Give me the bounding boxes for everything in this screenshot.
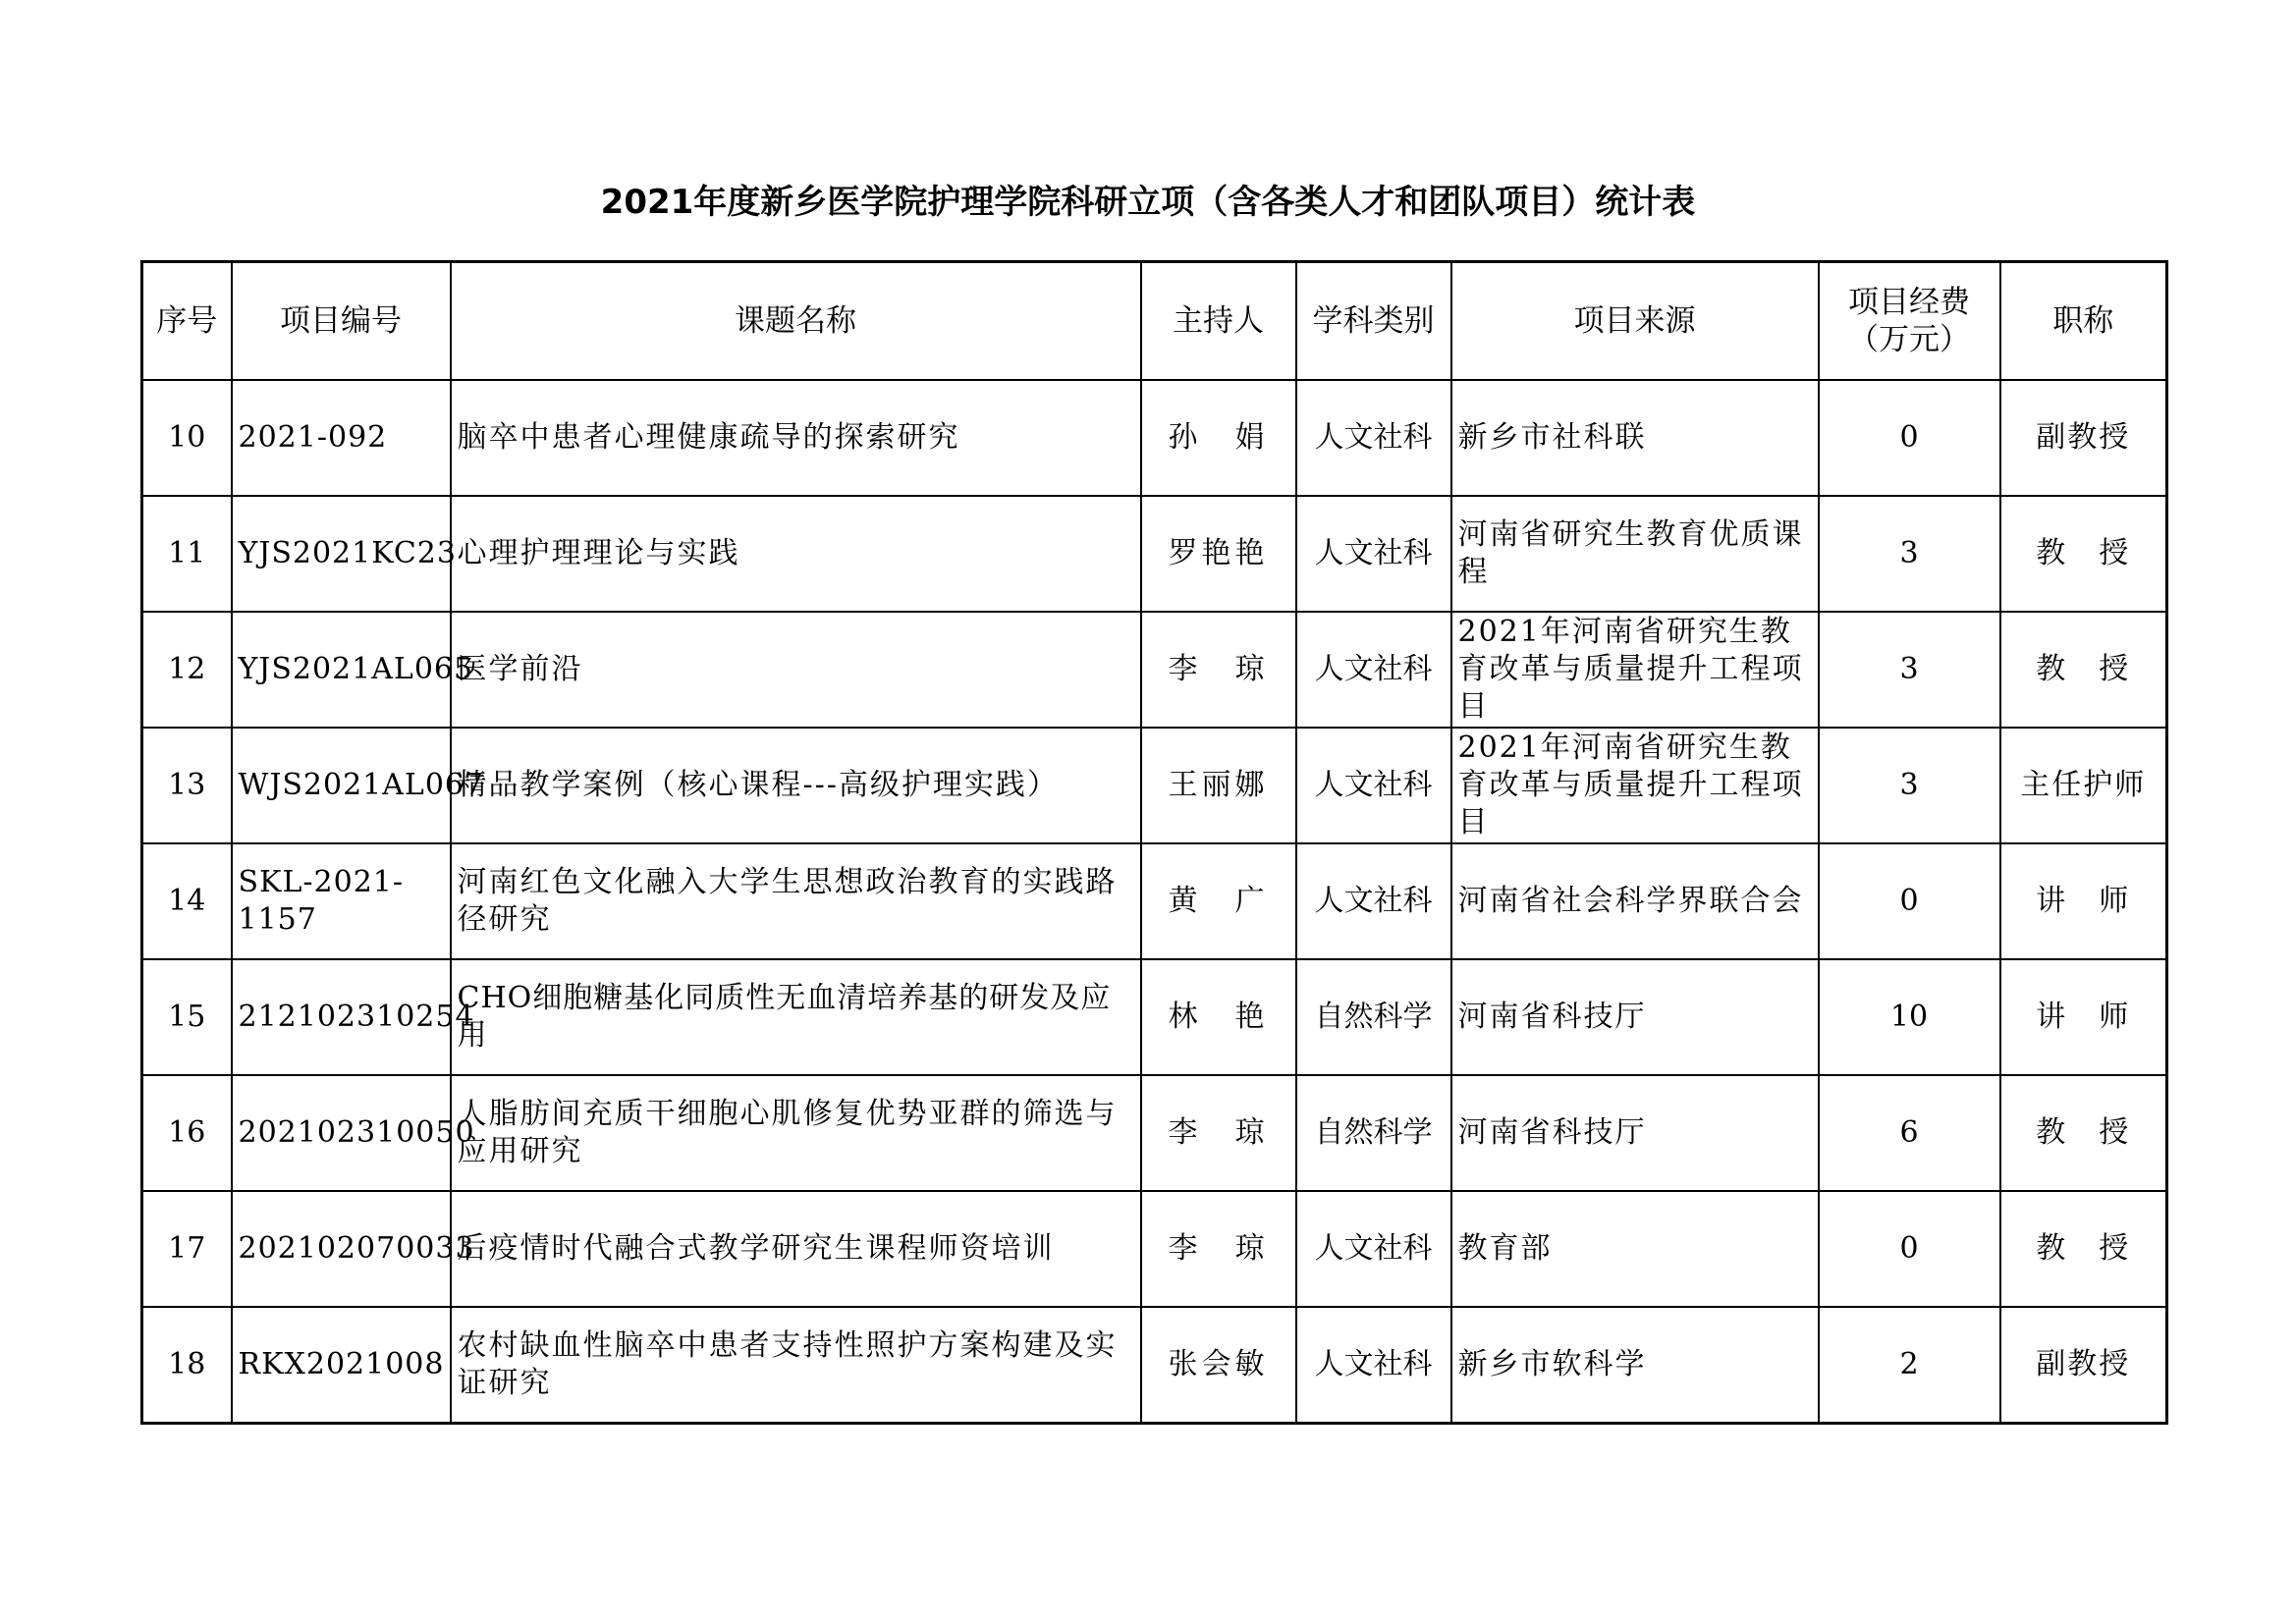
cell-code: WJS2021AL067 <box>232 728 451 843</box>
cell-discipline: 人文社科 <box>1296 728 1451 843</box>
header-topic: 课题名称 <box>451 262 1141 381</box>
cell-discipline: 人文社科 <box>1296 612 1451 728</box>
cell-code: YJS2021KC23 <box>232 496 451 612</box>
cell-seq: 14 <box>142 843 232 959</box>
cell-host: 罗艳艳 <box>1141 496 1296 612</box>
cell-seq: 10 <box>142 380 232 496</box>
cell-code: SKL-2021-1157 <box>232 843 451 959</box>
cell-seq: 16 <box>142 1075 232 1191</box>
table-row <box>142 380 2167 496</box>
cell-topic: 河南红色文化融入大学生思想政治教育的实践路径研究 <box>451 843 1141 959</box>
cell-topic: CHO细胞糖基化同质性无血清培养基的研发及应用 <box>451 959 1141 1075</box>
cell-seq: 12 <box>142 612 232 728</box>
table-row <box>142 843 2167 959</box>
table-row <box>142 1191 2167 1307</box>
cell-discipline: 人文社科 <box>1296 1307 1451 1424</box>
header-discipline: 学科类别 <box>1296 262 1451 381</box>
header-rank: 职称 <box>2000 262 2167 381</box>
document-title: 2021年度新乡医学院护理学院科研立项（含各类人才和团队项目）统计表 <box>600 183 1696 222</box>
cell-source: 河南省社会科学界联合会 <box>1451 843 1819 959</box>
cell-code: YJS2021AL065 <box>232 612 451 728</box>
header-source: 项目来源 <box>1451 262 1819 381</box>
cell-funding: 10 <box>1819 959 2000 1075</box>
cell-funding: 2 <box>1819 1307 2000 1424</box>
cell-funding: 3 <box>1819 612 2000 728</box>
cell-topic: 精品教学案例（核心课程---高级护理实践） <box>451 728 1141 843</box>
cell-host: 黄 广 <box>1141 843 1296 959</box>
header-code: 项目编号 <box>232 262 451 381</box>
table-row <box>142 496 2167 612</box>
cell-code: 202102310050 <box>232 1075 451 1191</box>
cell-source: 新乡市软科学 <box>1451 1307 1819 1424</box>
cell-source: 2021年河南省研究生教育改革与质量提升工程项目 <box>1451 612 1819 728</box>
table-row <box>142 1307 2167 1424</box>
cell-discipline: 人文社科 <box>1296 496 1451 612</box>
cell-seq: 15 <box>142 959 232 1075</box>
cell-host: 李 琼 <box>1141 1191 1296 1307</box>
cell-source: 河南省科技厅 <box>1451 1075 1819 1191</box>
cell-rank: 教 授 <box>2000 496 2167 612</box>
cell-discipline: 人文社科 <box>1296 1191 1451 1307</box>
table-row <box>142 612 2167 728</box>
cell-discipline: 自然科学 <box>1296 1075 1451 1191</box>
cell-funding: 3 <box>1819 496 2000 612</box>
cell-rank: 教 授 <box>2000 1191 2167 1307</box>
cell-rank: 讲 师 <box>2000 843 2167 959</box>
research-projects-table <box>140 260 2168 1425</box>
header-seq: 序号 <box>142 262 232 381</box>
table-row <box>142 1075 2167 1191</box>
cell-funding: 6 <box>1819 1075 2000 1191</box>
cell-topic: 农村缺血性脑卒中患者支持性照护方案构建及实证研究 <box>451 1307 1141 1424</box>
header-funding: 项目经费（万元） <box>1819 262 2000 381</box>
cell-code: 2021-092 <box>232 380 451 496</box>
cell-topic: 医学前沿 <box>451 612 1141 728</box>
cell-topic: 人脂肪间充质干细胞心肌修复优势亚群的筛选与应用研究 <box>451 1075 1141 1191</box>
table-header-row <box>142 262 2167 381</box>
cell-host: 王丽娜 <box>1141 728 1296 843</box>
cell-source: 河南省研究生教育优质课程 <box>1451 496 1819 612</box>
cell-discipline: 人文社科 <box>1296 843 1451 959</box>
cell-code: 202102070033 <box>232 1191 451 1307</box>
header-host: 主持人 <box>1141 262 1296 381</box>
cell-host: 李 琼 <box>1141 1075 1296 1191</box>
cell-rank: 副教授 <box>2000 1307 2167 1424</box>
cell-host: 张会敏 <box>1141 1307 1296 1424</box>
cell-code: 212102310254 <box>232 959 451 1075</box>
cell-funding: 3 <box>1819 728 2000 843</box>
cell-host: 林 艳 <box>1141 959 1296 1075</box>
cell-topic: 后疫情时代融合式教学研究生课程师资培训 <box>451 1191 1141 1307</box>
cell-funding: 0 <box>1819 1191 2000 1307</box>
cell-rank: 教 授 <box>2000 612 2167 728</box>
cell-source: 河南省科技厅 <box>1451 959 1819 1075</box>
cell-funding: 0 <box>1819 843 2000 959</box>
cell-rank: 讲 师 <box>2000 959 2167 1075</box>
cell-source: 教育部 <box>1451 1191 1819 1307</box>
cell-rank: 教 授 <box>2000 1075 2167 1191</box>
table-row <box>142 959 2167 1075</box>
cell-topic: 脑卒中患者心理健康疏导的探索研究 <box>451 380 1141 496</box>
cell-code: RKX2021008 <box>232 1307 451 1424</box>
cell-rank: 副教授 <box>2000 380 2167 496</box>
cell-source: 新乡市社科联 <box>1451 380 1819 496</box>
cell-seq: 13 <box>142 728 232 843</box>
cell-source: 2021年河南省研究生教育改革与质量提升工程项目 <box>1451 728 1819 843</box>
cell-discipline: 自然科学 <box>1296 959 1451 1075</box>
cell-host: 孙 娟 <box>1141 380 1296 496</box>
cell-seq: 18 <box>142 1307 232 1424</box>
cell-seq: 11 <box>142 496 232 612</box>
cell-funding: 0 <box>1819 380 2000 496</box>
cell-host: 李 琼 <box>1141 612 1296 728</box>
cell-topic: 心理护理理论与实践 <box>451 496 1141 612</box>
cell-rank: 主任护师 <box>2000 728 2167 843</box>
cell-seq: 17 <box>142 1191 232 1307</box>
cell-discipline: 人文社科 <box>1296 380 1451 496</box>
table-row <box>142 728 2167 843</box>
